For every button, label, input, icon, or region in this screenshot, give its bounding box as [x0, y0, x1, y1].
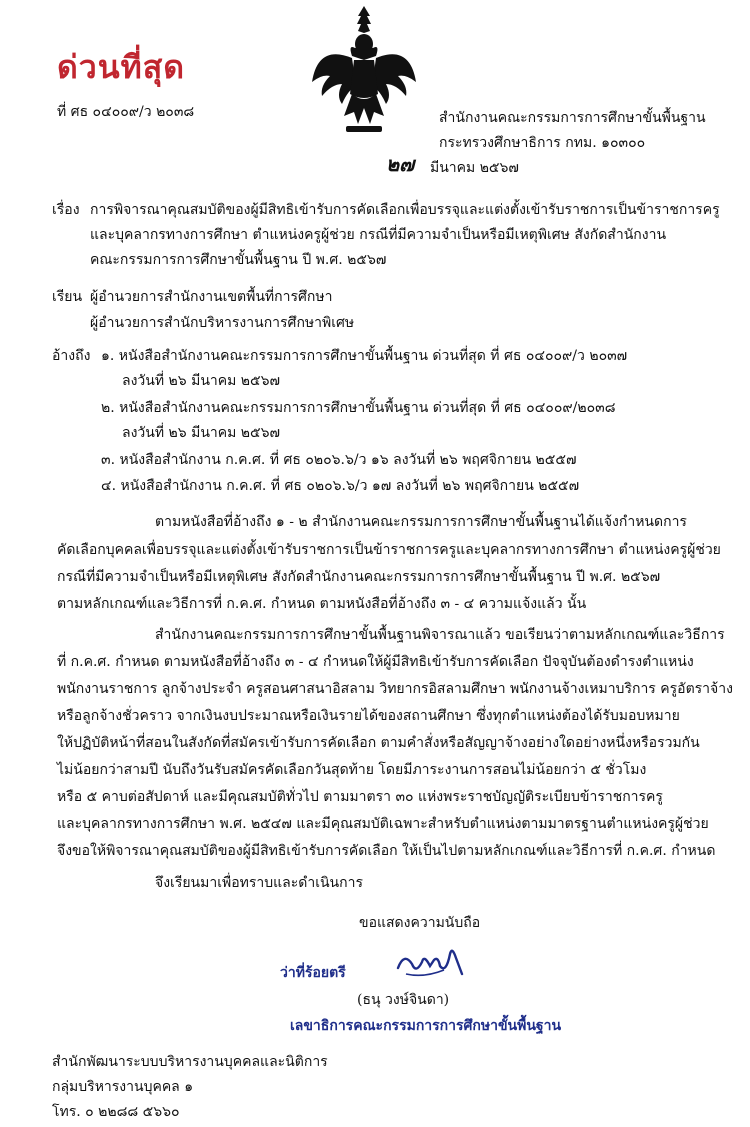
reference-label: อ้างถึง	[52, 348, 91, 364]
signer-position: เลขาธิการคณะกรรมการการศึกษาขั้นพื้นฐาน	[290, 1018, 562, 1034]
body-para1-line3: กรณีที่มีความจำเป็นหรือมีเหตุพิเศษ สังกัดสำนักงานคณะกรรมการการศึกษาขั้นพื้นฐาน ปี พ.ศ. ๒๕๖๗	[57, 569, 661, 585]
footer-office: สำนักพัฒนาระบบบริหารงานบุคคลและนิติการ	[52, 1054, 328, 1070]
recipient-line2: ผู้อำนวยการสำนักบริหารงานการศึกษาพิเศษ	[90, 315, 355, 331]
issuer-line2: กระทรวงศึกษาธิการ กทม. ๑๐๓๐๐	[439, 135, 646, 151]
body-para2-line6: ไม่น้อยกว่าสามปี นับถึงวันรับสมัครคัดเลือกวันสุดท้าย โดยมีภาระงานการสอนไม่น้อยกว่า ๕ ชั่วโมง	[57, 762, 647, 778]
closing-sentence: จึงเรียนมาเพื่อทราบและดำเนินการ	[155, 875, 363, 891]
urgency-stamp: ด่วนที่สุด	[57, 48, 186, 86]
handwritten-signature-icon	[394, 944, 466, 984]
subject-line3: คณะกรรมการการศึกษาขั้นพื้นฐาน ปี พ.ศ. ๒๕๖๗	[90, 252, 387, 268]
signer-name: (ธนุ วงษ์จินดา)	[357, 992, 450, 1008]
reference-item-4: ๔. หนังสือสำนักงาน ก.ค.ศ. ที่ ศธ ๐๒๐๖.๖/ว ๑๗ ลงวันที่ ๒๖ พฤศจิกายน ๒๕๕๗	[101, 478, 580, 494]
valediction: ขอแสดงความนับถือ	[359, 915, 481, 931]
body-para2-line3: พนักงานราชการ ลูกจ้างประจำ ครูสอนศาสนาอิสลาม วิทยากรอิสลามศึกษา พนักงานจ้างเหมาบริการ ครูอัตราจ้าง	[57, 681, 733, 697]
body-para2-line8: และบุคลากรทางการศึกษา พ.ศ. ๒๕๔๗ และมีคุณสมบัติเฉพาะสำหรับตำแหน่งตามมาตรฐานตำแหน่งครูผู้ช่วย	[57, 816, 709, 832]
body-para2-line7: หรือ ๕ คาบต่อสัปดาห์ และมีคุณสมบัติทั่วไป ตามมาตรา ๓๐ แห่งพระราชบัญญัติระเบียบข้าราชการครู	[57, 789, 663, 805]
reference-item-1: ๑. หนังสือสำนักงานคณะกรรมการการศึกษาขั้นพื้นฐาน ด่วนที่สุด ที่ ศธ ๐๔๐๐๙/ว ๒๐๓๗	[101, 348, 628, 364]
garuda-emblem-icon	[308, 4, 420, 140]
recipient-label: เรียน	[52, 289, 83, 305]
date-month-year: มีนาคม ๒๕๖๗	[430, 160, 519, 176]
body-para2-line2: ที่ ก.ค.ศ. กำหนด ตามหนังสือที่อ้างถึง ๓ - ๔ กำหนดให้ผู้มีสิทธิเข้ารับการคัดเลือก ปัจจุบันต้องดำรงตำแหน่ง	[57, 654, 694, 670]
date-day-handwritten: ๒๗	[386, 152, 415, 176]
reference-item-3: ๓. หนังสือสำนักงาน ก.ค.ศ. ที่ ศธ ๐๒๐๖.๖/ว ๑๖ ลงวันที่ ๒๖ พฤศจิกายน ๒๕๕๗	[101, 452, 577, 468]
body-para2-line5: ให้ปฏิบัติหน้าที่สอนในสังกัดที่สมัครเข้ารับการคัดเลือก ตามคำสั่งหรือสัญญาจ้างอย่างใดอย่างหนึ่งหรือรวมกัน	[57, 735, 700, 751]
footer-group: กลุ่มบริหารงานบุคคล ๑	[52, 1079, 194, 1095]
body-para2-line9: จึงขอให้พิจารณาคุณสมบัติของผู้มีสิทธิเข้ารับการคัดเลือก ให้เป็นไปตามหลักเกณฑ์และวิธีการที่ ก.ค.ศ. กำหนด	[57, 843, 716, 859]
subject-label: เรื่อง	[52, 202, 80, 218]
body-para2-line4: หรือลูกจ้างชั่วคราว จากเงินงบประมาณหรือเงินรายได้ของสถานศึกษา ซึ่งทุกตำแหน่งต้องได้รับมอบหมาย	[57, 708, 680, 724]
issuer-line1: สำนักงานคณะกรรมการการศึกษาขั้นพื้นฐาน	[439, 110, 706, 126]
reference-item-2-date: ลงวันที่ ๒๖ มีนาคม ๒๕๖๗	[122, 425, 281, 441]
reference-item-2: ๒. หนังสือสำนักงานคณะกรรมการการศึกษาขั้นพื้นฐาน ด่วนที่สุด ที่ ศธ ๐๔๐๐๙/๒๐๓๘	[101, 400, 616, 416]
footer-phone: โทร. ๐ ๒๒๘๘ ๕๖๖๐	[52, 1104, 180, 1120]
signer-rank: ว่าที่ร้อยตรี	[280, 965, 346, 981]
subject-line2: และบุคลากรทางการศึกษา ตำแหน่งครูผู้ช่วย กรณีที่มีความจำเป็นหรือมีเหตุพิเศษ สังกัดสำนักงาน	[90, 227, 667, 243]
body-para1-line2: คัดเลือกบุคคลเพื่อบรรจุและแต่งตั้งเข้ารับราชการเป็นข้าราชการครูและบุคลากรทางการศึกษา ตำแหน่งครูผู้ช่วย	[57, 542, 721, 558]
recipient-line1: ผู้อำนวยการสำนักงานเขตพื้นที่การศึกษา	[90, 289, 333, 305]
body-para1-line1: ตามหนังสือที่อ้างถึง ๑ - ๒ สำนักงานคณะกรรมการการศึกษาขั้นพื้นฐานได้แจ้งกำหนดการ	[155, 514, 687, 530]
subject-line1: การพิจารณาคุณสมบัติของผู้มีสิทธิเข้ารับการคัดเลือกเพื่อบรรจุและแต่งตั้งเข้ารับราชการเป็นข้าราชการครู	[90, 202, 720, 218]
body-para1-line4: ตามหลักเกณฑ์และวิธีการที่ ก.ค.ศ. กำหนด ตามหนังสือที่อ้างถึง ๓ - ๔ ความแจ้งแล้ว นั้น	[57, 596, 587, 612]
reference-item-1-date: ลงวันที่ ๒๖ มีนาคม ๒๕๖๗	[122, 373, 281, 389]
document-number: ที่ ศธ ๐๔๐๐๙/ว ๒๐๓๘	[57, 104, 195, 120]
body-para2-line1: สำนักงานคณะกรรมการการศึกษาขั้นพื้นฐานพิจารณาแล้ว ขอเรียนว่าตามหลักเกณฑ์และวิธีการ	[155, 627, 725, 643]
